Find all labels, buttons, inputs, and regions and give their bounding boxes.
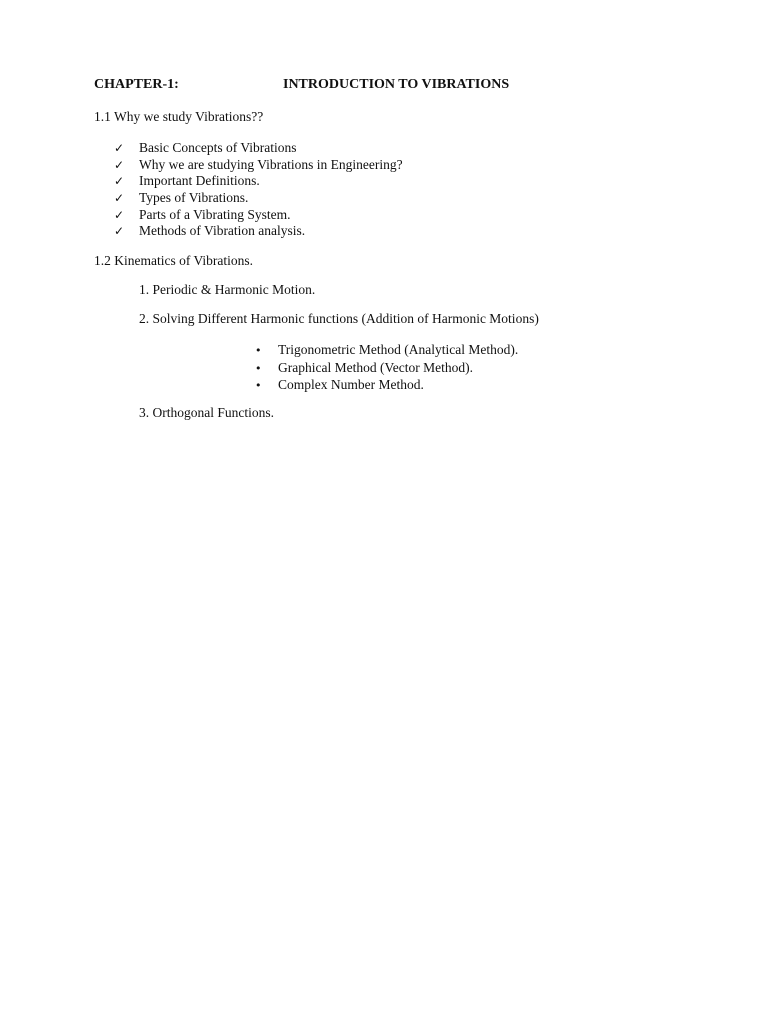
list-item-label: Why we are studying Vibrations in Engineering? [139,156,403,172]
list-item [255,341,518,359]
list-item [255,376,518,394]
numbered-point-1: 1. Periodic & Harmonic Motion. [139,282,316,297]
chapter-label: CHAPTER-1: [94,77,179,92]
list-item-label: Types of Vibrations. [139,190,249,206]
check-mark-icon: ✓ [114,207,125,222]
list-item [114,207,403,224]
list-item-label: Complex Number Method. [278,377,424,392]
check-mark-icon: ✓ [114,174,125,189]
list-item-label: Graphical Method (Vector Method). [278,359,473,375]
check-mark-icon: ✓ [114,141,125,155]
list-item [114,190,403,207]
chapter-heading [94,77,654,95]
check-mark-icon: ✓ [114,157,125,172]
list-item [114,223,403,240]
chapter-title: INTRODUCTION TO VIBRATIONS [283,77,510,92]
list-item-label: Methods of Vibration analysis. [139,223,306,239]
section-heading-1-1: 1.1 Why we study Vibrations?? [94,109,264,124]
bullet-icon: • [255,344,262,357]
list-item [255,359,518,377]
numbered-point-2: 2. Solving Different Harmonic functions (Addition of Harmonic Motions) [139,311,539,326]
numbered-point-3: 3. Orthogonal Functions. [139,405,274,420]
list-item [114,173,403,190]
bullet-icon: • [255,361,262,375]
check-mark-icon: ✓ [114,191,125,206]
list-item [114,140,403,157]
bullet-list [255,341,518,394]
checklist [114,140,403,240]
section-heading-1-2: 1.2 Kinematics of Vibrations. [94,253,254,268]
list-item-label: Basic Concepts of Vibrations [139,140,297,155]
check-mark-icon: ✓ [114,224,125,239]
bullet-icon: • [255,379,262,392]
list-item [114,157,403,174]
list-item-label: Trigonometric Method (Analytical Method). [278,342,519,357]
list-item-label: Parts of a Vibrating System. [139,206,291,222]
list-item-label: Important Definitions. [139,173,260,189]
